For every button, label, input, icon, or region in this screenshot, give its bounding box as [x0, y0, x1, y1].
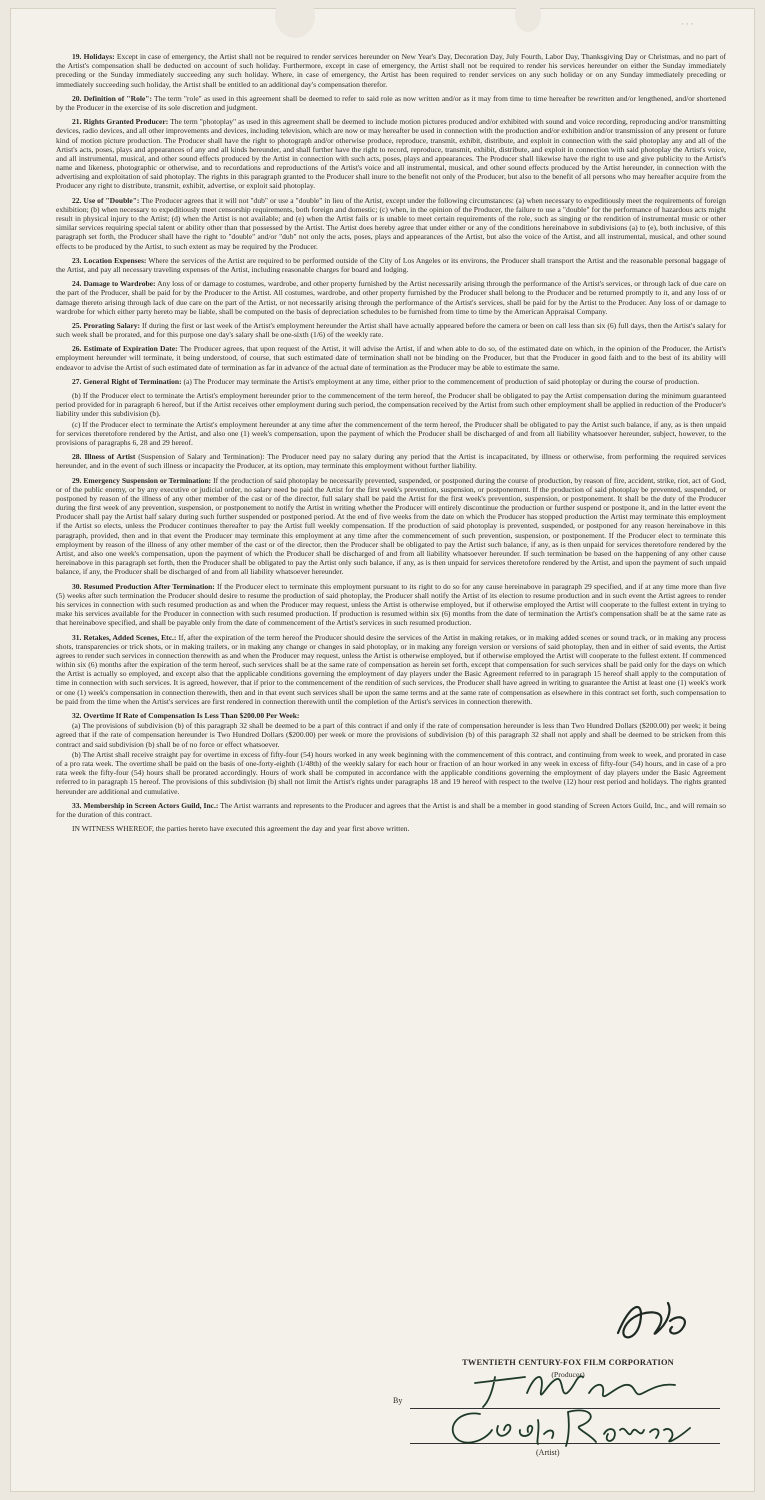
clause-heading: 27. General Right of Termination:	[72, 376, 182, 386]
clause-p30	[56, 582, 726, 628]
contract-body	[56, 52, 726, 841]
by-label: By	[393, 1396, 403, 1405]
clause-p27	[56, 377, 726, 386]
clause-p20	[56, 94, 726, 112]
clause-text: The Artist warrants and represents to the Producer and agrees that the Artist is and shall be a member in good standing of Screen Actors Guild, Inc., and will remain so for the duration of this contract.	[56, 800, 726, 819]
clause-p21	[56, 117, 726, 191]
clause-text: Where the services of the Artist are required to be performed outside of the City of Los Angeles or its environs, the Producer shall transport the Artist and the reasonable personal baggage of the Artist, and pay all necessary traveling expenses of the Artist, including reasonable charges for board and lodging.	[56, 255, 726, 274]
artist-label: (Artist)	[536, 1448, 560, 1457]
clause-text: (a) The provisions of subdivision (b) of this paragraph 32 shall be deemed to be a part of this contract if and only if the rate of compensation hereunder is less than Two Hundred Dollars ($200.00) per week; it being agreed that if the rate of compensation hereunder is Two Hundred Dollars ($200.00) per week or more the provisions of subdivision (b) of this paragraph 32 shall not apply and shall be deemed to be stricken from this contract and said subdivision (b) shall be of no force or effect whatsoever.	[56, 721, 726, 749]
clause-text: The Producer agrees that it will not "dub" or use a "double" in lieu of the Artist, except under the following circumstances: (a) when necessary to expeditiously meet the requirements of foreign exhibition; (b) when necessary to expeditiously meet censorship requirements, both foreign and domestic; (c) when, in the opinion of the Producer, the failure to use a "double" for the performance of hazardous acts might result in physical injury to the Artist; (d) when the Artist is not available; and (e) when the Artist fails or is unable to meet certain requirements of the role, such as singing or the rendition of instrumental music or other similar services requiring special talent or ability other than that possessed by the Artist. The Artist does hereby agree that under either or any of the conditions hereinabove in subdivisions (a) to (e), both inclusive, of this paragraph set forth, the Producer shall have the right to "double" and/or "dub" not only the acts, poses, plays and appearances of the Artist, but also the voice of the Artist, and all instrumental, musical, and other sound effects to be produced by the Artist, to such extent as may be required by the Producer.	[56, 195, 727, 251]
clause-p23	[56, 256, 726, 274]
clause-text: If during the first or last week of the Artist's employment hereunder the Artist shall have actually appeared before the camera or been on call less than six (6) full days, then the Artist's salary for such week shall be prorated, and for this purpose one day's salary shall be one-sixth (1/6) of the weekly rate.	[56, 320, 726, 340]
clause-text: (b) The Artist shall receive straight pay for overtime in excess of fifty-four (54) hours worked in any week beginning with the commencement of this contract, and continuing from week to week, and prorated in case of a pro rata week. The overtime shall be paid on the basis of one-forty-eighth (1/48th) of the weekly salary for each hour or fraction of an hour worked in any week in excess of fifty-four (54) hours, and in case of a pro rata week the fifty-four (54) hours shall be prorated accordingly. Hours of work shall be computed in accordance with the applicable conditions governing the employment of day players under the Basic Agreement referred to in paragraph 15 hereof. The provisions of this subdivision (b) shall not limit the Artist's rights under paragraphs 18 and 19 hereof with respect to the twelve (12) hour rest period and holidays. The rights granted hereunder are additional and cumulative.	[56, 749, 726, 796]
clause-heading: 19. Holidays:	[72, 52, 115, 61]
clause-text: If, after the expiration of the term hereof the Producer should desire the services of the Artist in making retakes, or in making added scenes or sound track, or in making any process shots, transparencies or trick shots, or in making trailers, or in making any change or changes in said photoplay, or in making any foreign version or versions of said photoplay, then and in either of said events, the Artist agrees to render such services in connection therewith as and when the Producer may request, unless the Artist is otherwise employed, but if otherwise employed the Artist will cooperate to the fullest extent. If commenced within six (6) months after the expiration of the term hereof, such services shall be at the same rate of compensation as herein set forth, except that compensation for such services shall be paid only for the days on which the Artist is actually so employed, and except also that the applicable conditions governing the employment of day players under the Basic Agreement referred to in paragraph 15 hereof shall apply to the computation of time in connection with such services. It is agreed, however, that if prior to the commencement of the rendition of such services, the Producer shall have agreed in writing to guarantee the Artist at least one (1) week's work or one (1) week's compensation in connection therewith, then and in that event such services shall be upon the same terms and at the same rate of compensation as elsewhere in this contract set forth, such compensation to be paid from the time when the Artist's services are first rendered in connection therewith until the completion of the Artist's services in connection therewith.	[56, 632, 726, 706]
clause-p27b	[56, 391, 726, 419]
clause-text: The Producer agrees, that upon request of the Artist, it will advise the Artist, if and when able to do so, of the estimated date on which, in the opinion of the Producer, the Artist's employment hereunder will terminate, it being understood, of course, that such estimated date of termination shall not be binding on the Producer, but that the Producer in good faith and to the best of its ability will endeavor to advise the Artist of such estimated date of termination as far in advance of the actual date of termination as the Producer may be able to estimate the same.	[56, 344, 726, 372]
clause-text: (c) If the Producer elect to terminate the Artist's employment hereunder at any time after the commencement of the term hereof, the Producer shall be obligated to pay the Artist such balance, if any, as is then unpaid for services theretofore rendered by the Artist, and also one (1) week's compensation, upon the payment of which the Producer shall be discharged of and from all liability whatsoever hereunder, subject, however, to the provisions of paragraphs 6, 28 and 29 hereof.	[56, 419, 726, 447]
clause-p32b	[56, 750, 726, 796]
producer-company-name: TWENTIETH CENTURY-FOX FILM CORPORATION	[462, 1358, 674, 1367]
clause-heading: 22. Use of "Double":	[72, 195, 140, 205]
clause-p29	[56, 476, 726, 577]
clause-p19	[56, 52, 726, 89]
clause-p25	[56, 321, 726, 339]
clause-text: (Suspension of Salary and Termination): The Producer need pay no salary during any period that the Artist is incapacitated, by illness or otherwise, from performing the required services hereunder, and in the event of such illness or incapacity the Producer, at its option, may terminate this employment without further liability.	[56, 452, 727, 471]
clause-heading: 31. Retakes, Added Scenes, Etc.:	[72, 632, 177, 642]
clause-heading: 30. Resumed Production After Termination:	[72, 581, 215, 591]
clause-p28	[56, 452, 726, 470]
clause-text: If the production of said photoplay be necessarily prevented, suspended, or postponed during the course of production, by reason of fire, accident, strike, riot, act of God, or of the public enemy, or by any executive or judicial order, no salary need be paid the Artist for the first week's prevention, suspension, or postponement. If the production of said photoplay be prevented, suspended, or postponed by reason of the illness of any other member of the cast or of the director, full salary shall be paid the Artist for the first week's prevention, suspension, or postponement. It shall be the duty of the Producer during the first week of any prevention, suspension, or postponement to notify the Artist in writing whether the Producer will entirely discontinue the production or further suspend or postpone it, and in the latter event the Producer shall pay the Artist half salary during such further suspended or postponed period. At the end of five weeks from the date on which the Producer has stopped production the Artist may terminate this employment if the Artist so elects, unless the Producer continues thereafter to pay the Artist full weekly compensation. If the production of said photoplay is prevented, suspended, or postponed for any reason hereinabove in this paragraph, provided, then and in that event the Producer may terminate this employment at any time after the commencement of such prevention, suspension, or postponement. If the Producer elect to terminate this employment by reason of the illness of any other member of the cast or of the director, then the Producer shall be obligated to pay the Artist such balance, if any, as is then unpaid for services theretofore rendered by the Artist, and also one week's compensation, upon the payment of which the Producer shall be discharged of and from all liability whatsoever hereunder. If such termination be based on the happening of any other cause hereinabove in this paragraph set forth, then the Producer shall be obligated to pay the Artist only such balance, if any, as is then unpaid for services theretofore rendered by the Artist, and upon the payment of such unpaid balance, if any, the Producer shall be discharged of and from all liability whatsoever hereunder.	[56, 475, 726, 577]
clause-heading: 28. Illness of Artist	[72, 452, 136, 462]
artist-signature	[440, 1400, 700, 1455]
handwritten-initials	[610, 1293, 700, 1348]
clause-p27c	[56, 420, 726, 448]
clause-text: (b) If the Producer elect to terminate the Artist's employment hereunder prior to the commencement of the term hereof, the Producer shall be obligated to pay the Artist compensation during the minimum guaranteed period provided for in paragraph 6 hereof, but if the Artist receives other employment during such period, the compensation received by the Artist from such other employment shall be applied in reduction of the Producer's liability under this subdivision (b).	[56, 391, 726, 419]
clause-heading: 25. Prorating Salary:	[72, 320, 141, 330]
clause-p33	[56, 801, 726, 819]
clause-text: (a) The Producer may terminate the Artist's employment at any time, either prior to the commencement of production of said photoplay or during the course of production.	[181, 376, 700, 386]
clause-heading: 26. Estimate of Expiration Date:	[72, 344, 178, 354]
clause-p24	[56, 279, 726, 316]
clause-text: The term "photoplay" as used in this agreement shall be deemed to include motion pictures produced and/or exhibited with sound and voice recording, reproducing and/or transmitting devices, radio devices, and all other improvements and devices, including television, which are now or may hereafter be used in connection with the production and/or exhibition and/or transmission of any present or future kind of motion picture production. The Producer shall have the right to photograph and/or otherwise produce, reproduce, transmit, exhibit, distribute, and exploit in connection with the said photoplay any and all of the Artist's acts, poses, plays and appearances of any and all kinds hereunder, and shall further have the right to record, reproduce, transmit, exhibit, distribute, and exploit in connection with said photoplay the Artist's voice, and all instrumental, musical, and other sound effects produced by the Artist in connection with such acts, poses, plays and appearances. The Producer shall likewise have the right to use and give publicity to the Artist's name and likeness, photographic or otherwise, and to recordations and reproductions of the Artist's voice and all instrumental, musical, and other sound effects produced by the Artist hereunder, in connection with the advertising and exploitation of said photoplay. The rights in this paragraph granted to the Producer shall inure to the benefit not only of the Producer, but also to the benefit of all persons who may hereafter acquire from the Producer any right to distribute, transmit, exhibit, advertise, or exploit said photoplay.	[56, 117, 726, 191]
torn-hole	[515, 8, 541, 32]
clause-p32a	[56, 721, 726, 749]
clause-p22	[56, 196, 726, 251]
clause-heading: 23. Location Expenses:	[72, 255, 147, 265]
clause-heading: 29. Emergency Suspension or Termination:	[72, 475, 212, 485]
witness-clause: IN WITNESS WHEREOF, the parties hereto have executed this agreement the day and year first above written.	[72, 824, 410, 834]
clause-heading: 33. Membership in Screen Actors Guild, Inc.:	[72, 800, 219, 810]
clause-text: The term "role" as used in this agreement shall be deemed to refer to said role as now written and/or as it may from time to time hereafter be rewritten and/or lengthened, and/or shortened by the Producer in the exercise of its sole discretion and judgment.	[56, 93, 726, 112]
contract-page	[10, 8, 755, 1492]
clause-heading: 21. Rights Granted Producer:	[72, 117, 169, 127]
clause-p32	[56, 711, 726, 720]
clause-text: Except in case of emergency, the Artist shall not be required to render services hereunder on New Year's Day, Decoration Day, July Fourth, Labor Day, Thanksgiving Day or Christmas, and no part of the Artist's compensation shall be deducted on account of such holiday. Furthermore, except in case of emergency, the Artist shall not be required to render his services hereunder on either the Sunday immediately preceding or the Sunday immediately succeeding any such holiday. Where, in case of emergency, the Artist has been required to render services on any such holiday or on any Sunday immediately preceding or immediately succeeding such holiday, the Artist shall be entitled to an additional day's compensation therefor.	[56, 52, 726, 89]
producer-label: (Producer)	[551, 1370, 585, 1379]
clause-heading: 24. Damage to Wardrobe:	[72, 279, 156, 289]
clause-text: Any loss of or damage to costumes, wardrobe, and other property furnished by the Artist necessarily arising through the performance of the Artist's services, or through lack of due care on the part of the Producer, shall be paid for by the Producer to the Artist. All costumes, wardrobe, and other property furnished by the Producer shall belong to the Producer and be returned promptly to it, and any loss of or damage thereto arising through lack of due care on the part of the Artist, or not necessarily arising through the performance of the Artist's services, shall be paid for by the Artist to the Producer. Any loss of or damage to wardrobe for which either party hereto may be liable, shall be computed on the basis of depreciation schedules to be furnished from time to time by the American Appraisal Company.	[56, 279, 726, 316]
clause-text: If the Producer elect to terminate this employment pursuant to its right to do so for any cause hereinabove in paragraph 29 specified, and if at any time more than five (5) weeks after such termination the Producer should desire to resume the production of said photoplay, the Producer shall notify the Artist of its election to resume production and in such event the Artist agrees to render his services in connection with such resumed production as and when the Producer may request, unless the Artist is otherwise employed, but if otherwise employed the Artist will cooperate to the fullest extent in trying to make his services available for the Producer in connection with such resumed production. If production is resumed within six (6) months from the date of termination the Artist's compensation shall be at the same rate as that hereinabove specified, and shall be payable only from the date of commencement of the Artist's services in such resumed production.	[56, 581, 726, 628]
clause-p26	[56, 344, 726, 372]
faint-print-marks: ···	[680, 20, 695, 29]
clause-p31	[56, 633, 726, 707]
clause-heading: 20. Definition of "Role":	[72, 93, 152, 103]
torn-hole	[275, 8, 315, 38]
clause-heading: 32. Overtime If Rate of Compensation Is Less Than $200.00 Per Week:	[72, 711, 300, 720]
